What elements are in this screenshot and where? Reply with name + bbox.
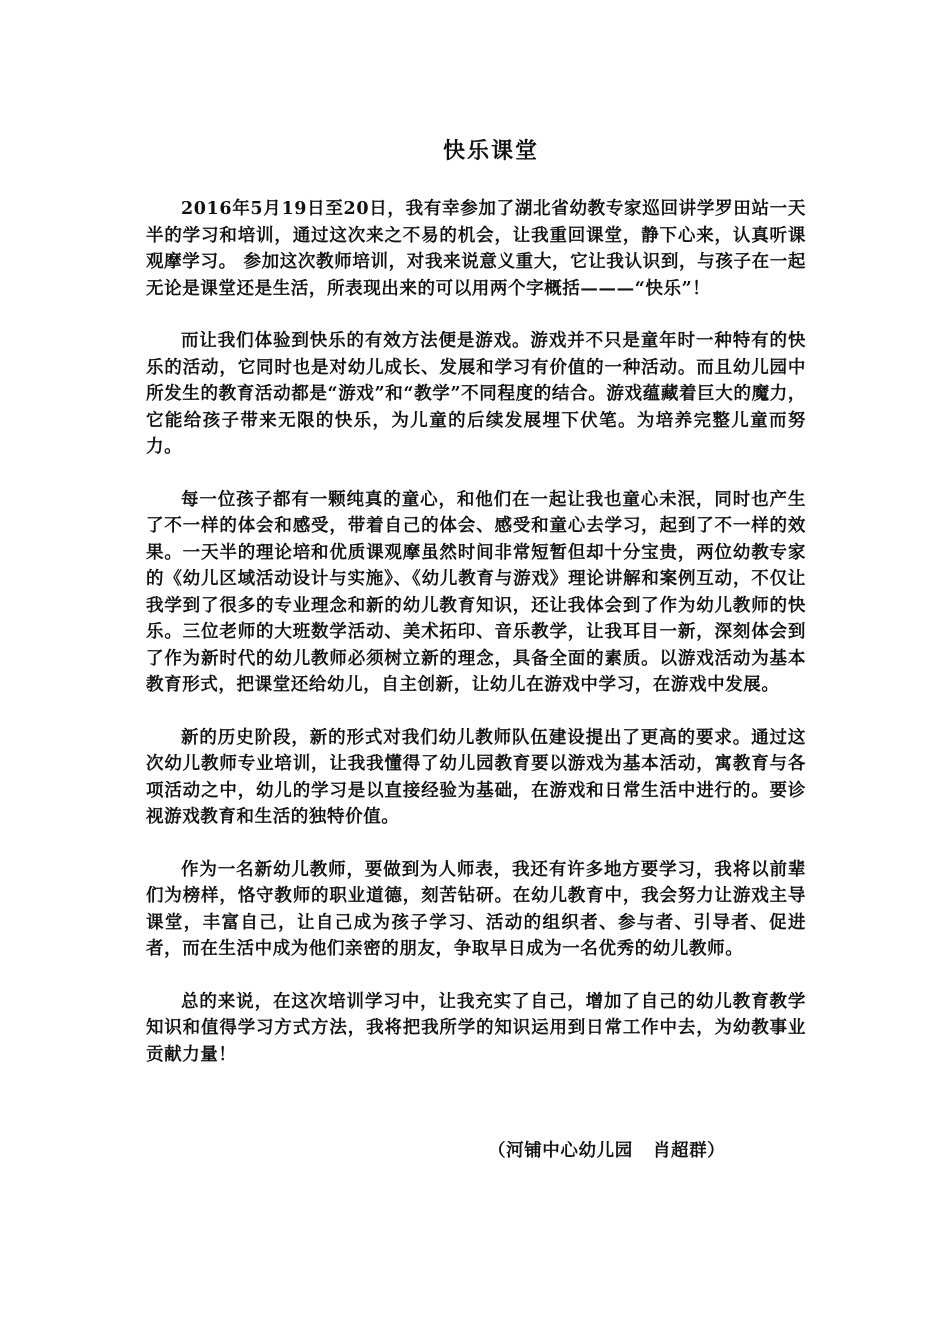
paragraph-6: 总的来说，在这次培训学习中，让我充实了自己，增加了自己的幼儿教育教学知识和值得学习方式方法，我将把我所学的知识运用到日常工作中去，为幼教事业贡献力量！ — [146, 991, 806, 1065]
paragraph-1: 2016年5月19日至20日，我有幸参加了湖北省幼教专家巡回讲学罗田站一天半的学习和培训，通过这次来之不易的机会，让我重回课堂，静下心来，认真听课观摩学习。 参加这次教师培训，对我来说意义重大，它让我认识到，与孩子在一起无论是课堂还是生活，所表现出来的可以用两个字概括———“快乐”！ — [146, 199, 806, 299]
author-signature: （河铺中心幼儿园 肖超群） — [488, 1141, 726, 1161]
paragraph-5: 作为一名新幼儿教师，要做到为人师表，我还有许多地方要学习，我将以前辈们为榜样，恪守教师的职业道德，刻苦钻研。在幼儿教育中，我会努力让游戏主导课堂，丰富自己，让自己成为孩子学习、活动的组织者、参与者、引导者、促进者，而在生活中成为他们亲密的朋友，争取早日成为一名优秀的幼儿教师。 — [146, 859, 806, 959]
paragraph-2: 而让我们体验到快乐的有效方法便是游戏。游戏并不只是童年时一种特有的快乐的活动，它同时也是对幼儿成长、发展和学习有价值的一种活动。而且幼儿园中所发生的教育活动都是“游戏”和“教学”不同程度的结合。游戏蕴藏着巨大的魔力，它能给孩子带来无限的快乐，为儿童的后续发展埋下伏笔。为培养完整儿童而努力。 — [146, 331, 806, 457]
document-title: 快乐课堂 — [442, 138, 539, 164]
paragraph-3: 每一位孩子都有一颗纯真的童心，和他们在一起让我也童心未泯，同时也产生了不一样的体会和感受，带着自己的体会、感受和童心去学习，起到了不一样的效果。一天半的理论培和优质课观摩虽然时间非常短暂但却十分宝贵，两位幼教专家的《幼儿区域活动设计与实施》、《幼儿教育与游戏》理论讲解和案例互动，不仅让我学到了很多的专业理念和新的幼儿教育知识，还让我体会到了作为幼儿教师的快乐。三位老师的大班数学活动、美术拓印、音乐教学，让我耳目一新，深刻体会到了作为新时代的幼儿教师必须树立新的理念，具备全面的素质。以游戏活动为基本教育形式，把课堂还给幼儿，自主创新，让幼儿在游戏中学习，在游戏中发展。 — [146, 489, 806, 695]
paragraph-4: 新的历史阶段，新的形式对我们幼儿教师队伍建设提出了更高的要求。通过这次幼儿教师专业培训，让我我懂得了幼儿园教育要以游戏为基本活动，寓教育与各项活动之中，幼儿的学习是以直接经验为基础，在游戏和日常生活中进行的。要诊视游戏教育和生活的独特价值。 — [146, 727, 806, 827]
document-body — [146, 196, 806, 1094]
